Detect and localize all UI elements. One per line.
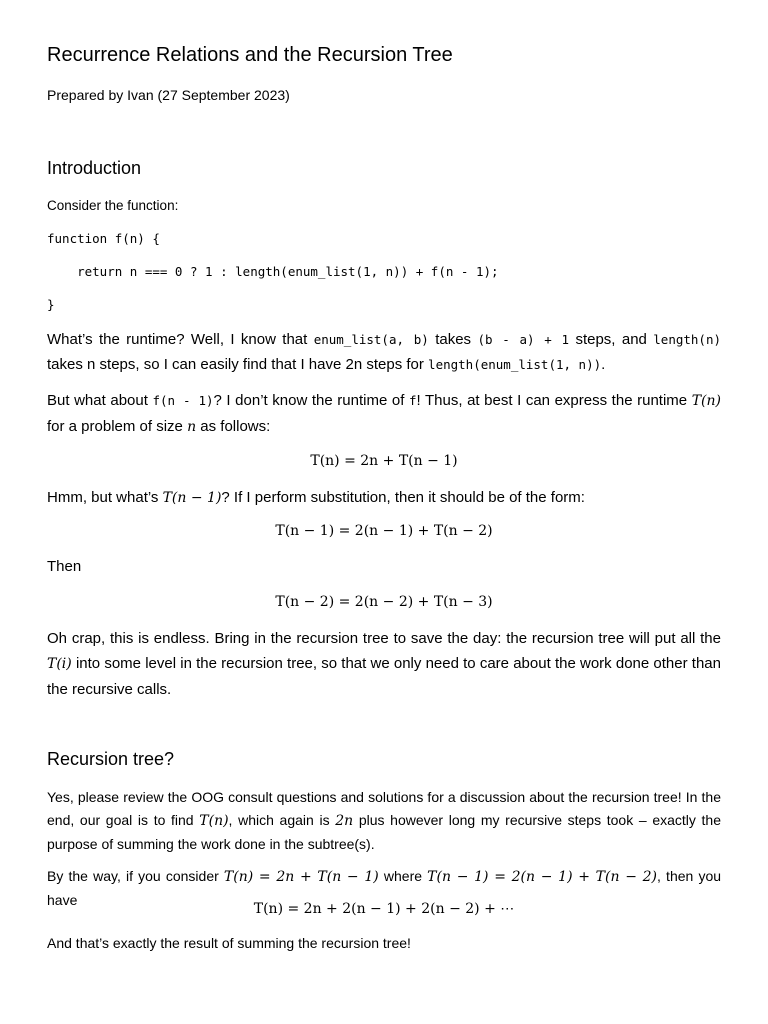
then-text: Then <box>47 558 82 575</box>
paragraph-endless: Oh crap, this is endless. Bring in the recursion tree to save the day: the recursion tree will put all the T(i) into some level in the recursion tree, so that we only need to care about the work done other than the recursive calls. <box>47 630 721 698</box>
inline-math: n <box>187 419 197 435</box>
inline-code: (b - a) + 1 <box>477 332 570 347</box>
consider-text: Consider the function: <box>47 198 179 213</box>
paragraph-review: Yes, please review the OOG consult questions and solutions for a discussion about the recursion tree! In the end, our goal is to find T(n), which again is 2n plus however long my recursive steps took – exactly the purpose of summing the work done in the subtree(s). <box>47 789 722 852</box>
equation-3: T(n − 2) = 2(n − 2) + T(n − 3) <box>275 594 493 610</box>
code-line-3: } <box>47 297 55 312</box>
equation-1: T(n) = 2n + T(n − 1) <box>310 453 458 469</box>
inline-math: T(i) <box>47 656 72 672</box>
paragraph-substitution: Hmm, but what’s T(n − 1)? If I perform substitution, then it should be of the form: <box>47 489 585 506</box>
inline-math: T(n) <box>691 393 721 409</box>
inline-code: length(n) <box>653 332 721 347</box>
inline-math: 2n <box>335 813 354 829</box>
closing-text: And that’s exactly the result of summing the recursion tree! <box>47 935 411 951</box>
inline-code: length(enum_list(1, n)) <box>428 357 602 372</box>
inline-math: T(n − 1) = 2(n − 1) + T(n − 2) <box>427 869 658 885</box>
section-heading-introduction: Introduction <box>47 158 142 178</box>
section-heading-recursion-tree: Recursion tree? <box>47 749 175 769</box>
code-line-1: function f(n) { <box>47 231 160 246</box>
code-line-2: return n === 0 ? 1 : length(enum_list(1, n)) + f(n - 1); <box>47 264 499 279</box>
inline-code: enum_list(a, b) <box>313 332 429 347</box>
byline: Prepared by Ivan (27 September 2023) <box>47 87 290 103</box>
inline-math: T(n) <box>199 813 229 829</box>
inline-code: f <box>408 393 417 408</box>
paragraph-by-the-way: By the way, if you consider T(n) = 2n + T(n − 1) where T(n − 1) = 2(n − 1) + T(n − 2), then you have <box>47 868 722 908</box>
equation-4: T(n) = 2n + 2(n − 1) + 2(n − 2) + ⋯ <box>253 901 515 917</box>
inline-math: T(n) = 2n + T(n − 1) <box>223 869 379 885</box>
page-title: Recurrence Relations and the Recursion Tree <box>47 44 453 66</box>
inline-code: f(n - 1) <box>152 393 214 408</box>
paragraph-runtime: What’s the runtime? Well, I know that enum_list(a, b) takes (b - a) + 1 steps, and length(n) takes n steps, so I can easily find that I have 2n steps for length(enum_list(1, n)). <box>47 331 721 373</box>
paragraph-f-runtime: But what about f(n - 1)? I don’t know the runtime of f! Thus, at best I can express the runtime T(n) for a problem of size n as follows: <box>47 392 721 435</box>
inline-math: T(n − 1) <box>162 490 222 506</box>
equation-2: T(n − 1) = 2(n − 1) + T(n − 2) <box>275 523 493 539</box>
